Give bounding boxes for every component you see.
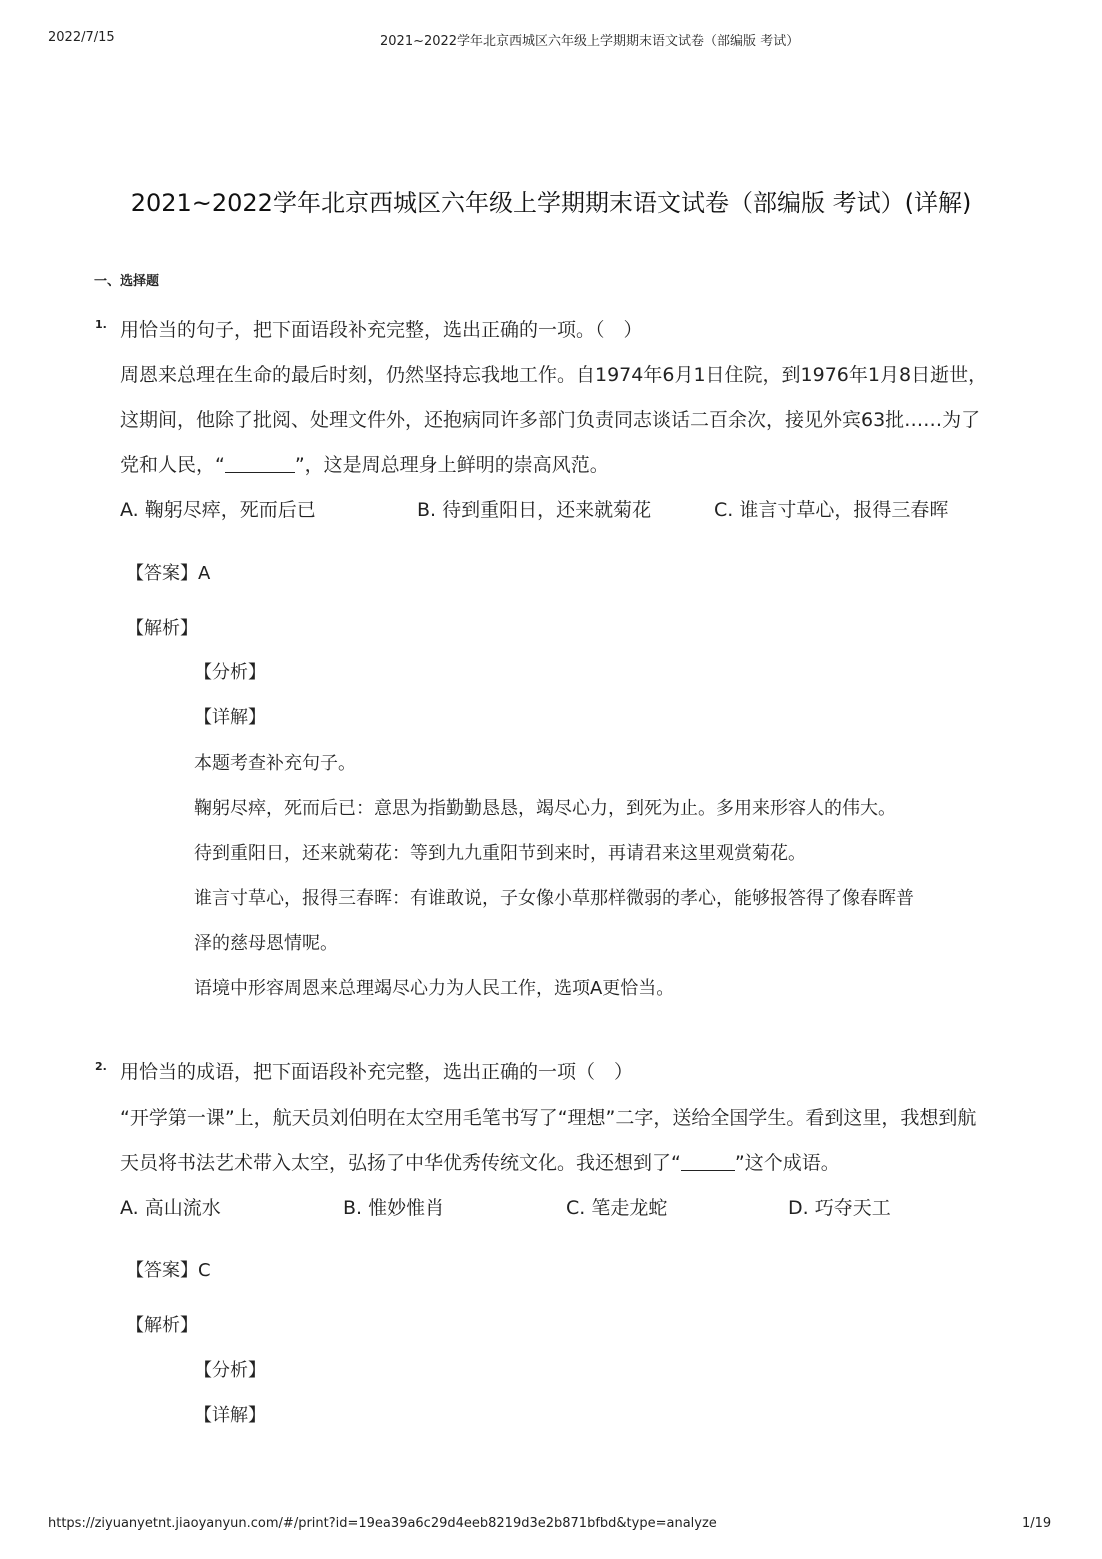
option-b: B. 惟妙惟肖 bbox=[343, 1197, 445, 1219]
question-number: 2. bbox=[95, 1060, 107, 1073]
passage-text: ”这个成语。 bbox=[734, 1152, 840, 1174]
explanation-line: 待到重阳日，还来就菊花：等到九九重阳节到来时，再请君来这里观赏菊花。 bbox=[194, 843, 806, 864]
option-b: B. 待到重阳日，还来就菊花 bbox=[417, 499, 652, 521]
answer-label: 【答案】 bbox=[126, 1260, 198, 1281]
fenxi-label: 【分析】 bbox=[194, 662, 266, 683]
answer-label: 【答案】 bbox=[126, 563, 198, 584]
passage-line: 周恩来总理在生命的最后时刻，仍然坚持忘我地工作。自1974年6月1日住院，到1976年1月8日逝世， bbox=[120, 364, 988, 386]
passage-line bbox=[120, 453, 609, 477]
option-a: A. 鞠躬尽瘁，死而后已 bbox=[120, 499, 316, 521]
passage-line: 这期间，他除了批阅、处理文件外，还抱病同许多部门负责同志谈话二百余次，接见外宾63批……为了 bbox=[120, 409, 981, 431]
answer-line bbox=[126, 562, 210, 586]
section-title: 一、选择题 bbox=[94, 274, 160, 289]
analysis-label: 【解析】 bbox=[126, 1315, 198, 1336]
xiangjie-label: 【详解】 bbox=[194, 707, 266, 728]
print-date: 2022/7/15 bbox=[48, 30, 115, 45]
explanation-line: 谁言寸草心，报得三春晖：有谁敢说，子女像小草那样微弱的孝心，能够报答得了像春晖普 bbox=[194, 888, 914, 909]
passage-text: 党和人民，“ bbox=[120, 454, 225, 476]
passage-line bbox=[120, 1151, 840, 1175]
page-title: 2021~2022学年北京西城区六年级上学期期末语文试卷（部编版 考试）(详解) bbox=[130, 189, 972, 217]
print-header-title: 2021~2022学年北京西城区六年级上学期期末语文试卷（部编版 考试） bbox=[380, 34, 800, 49]
answer-value: A bbox=[198, 563, 211, 584]
answer-value: C bbox=[198, 1260, 211, 1281]
fill-blank bbox=[225, 454, 295, 473]
question-prompt: 用恰当的句子，把下面语段补充完整，选出正确的一项。（ ） bbox=[120, 319, 643, 341]
xiangjie-label: 【详解】 bbox=[194, 1405, 266, 1426]
explanation-line: 鞠躬尽瘁，死而后已：意思为指勤勤恳恳，竭尽心力，到死为止。多用来形容人的伟大。 bbox=[194, 798, 896, 819]
passage-line: “开学第一课”上，航天员刘伯明在太空用毛笔书写了“理想”二字，送给全国学生。看到这里，我想到航 bbox=[120, 1107, 977, 1129]
question-number: 1. bbox=[95, 318, 107, 331]
footer-url[interactable]: https://ziyuanyetnt.jiaoyanyun.com/#/print?id=19ea39a6c29d4eeb8219d3e2b871bfbd&type=analyze bbox=[48, 1516, 717, 1531]
option-c: C. 谁言寸草心，报得三春晖 bbox=[714, 499, 949, 521]
fenxi-label: 【分析】 bbox=[194, 1360, 266, 1381]
option-d: D. 巧夺天工 bbox=[788, 1197, 891, 1219]
option-c: C. 笔走龙蛇 bbox=[566, 1197, 668, 1219]
answer-line bbox=[126, 1259, 211, 1283]
option-a: A. 高山流水 bbox=[120, 1197, 221, 1219]
analysis-label: 【解析】 bbox=[126, 618, 198, 639]
passage-text: 天员将书法艺术带入太空，弘扬了中华优秀传统文化。我还想到了“ bbox=[120, 1152, 681, 1174]
question-prompt: 用恰当的成语，把下面语段补充完整，选出正确的一项（ ） bbox=[120, 1061, 634, 1083]
explanation-line: 泽的慈母恩情呢。 bbox=[194, 933, 338, 954]
fill-blank bbox=[681, 1152, 735, 1171]
explanation-line: 本题考查补充句子。 bbox=[194, 753, 356, 774]
explanation-line: 语境中形容周恩来总理竭尽心力为人民工作，选项A更恰当。 bbox=[194, 978, 675, 999]
passage-text: ”，这是周总理身上鲜明的崇高风范。 bbox=[294, 454, 609, 476]
page-number: 1/19 bbox=[1022, 1516, 1052, 1531]
